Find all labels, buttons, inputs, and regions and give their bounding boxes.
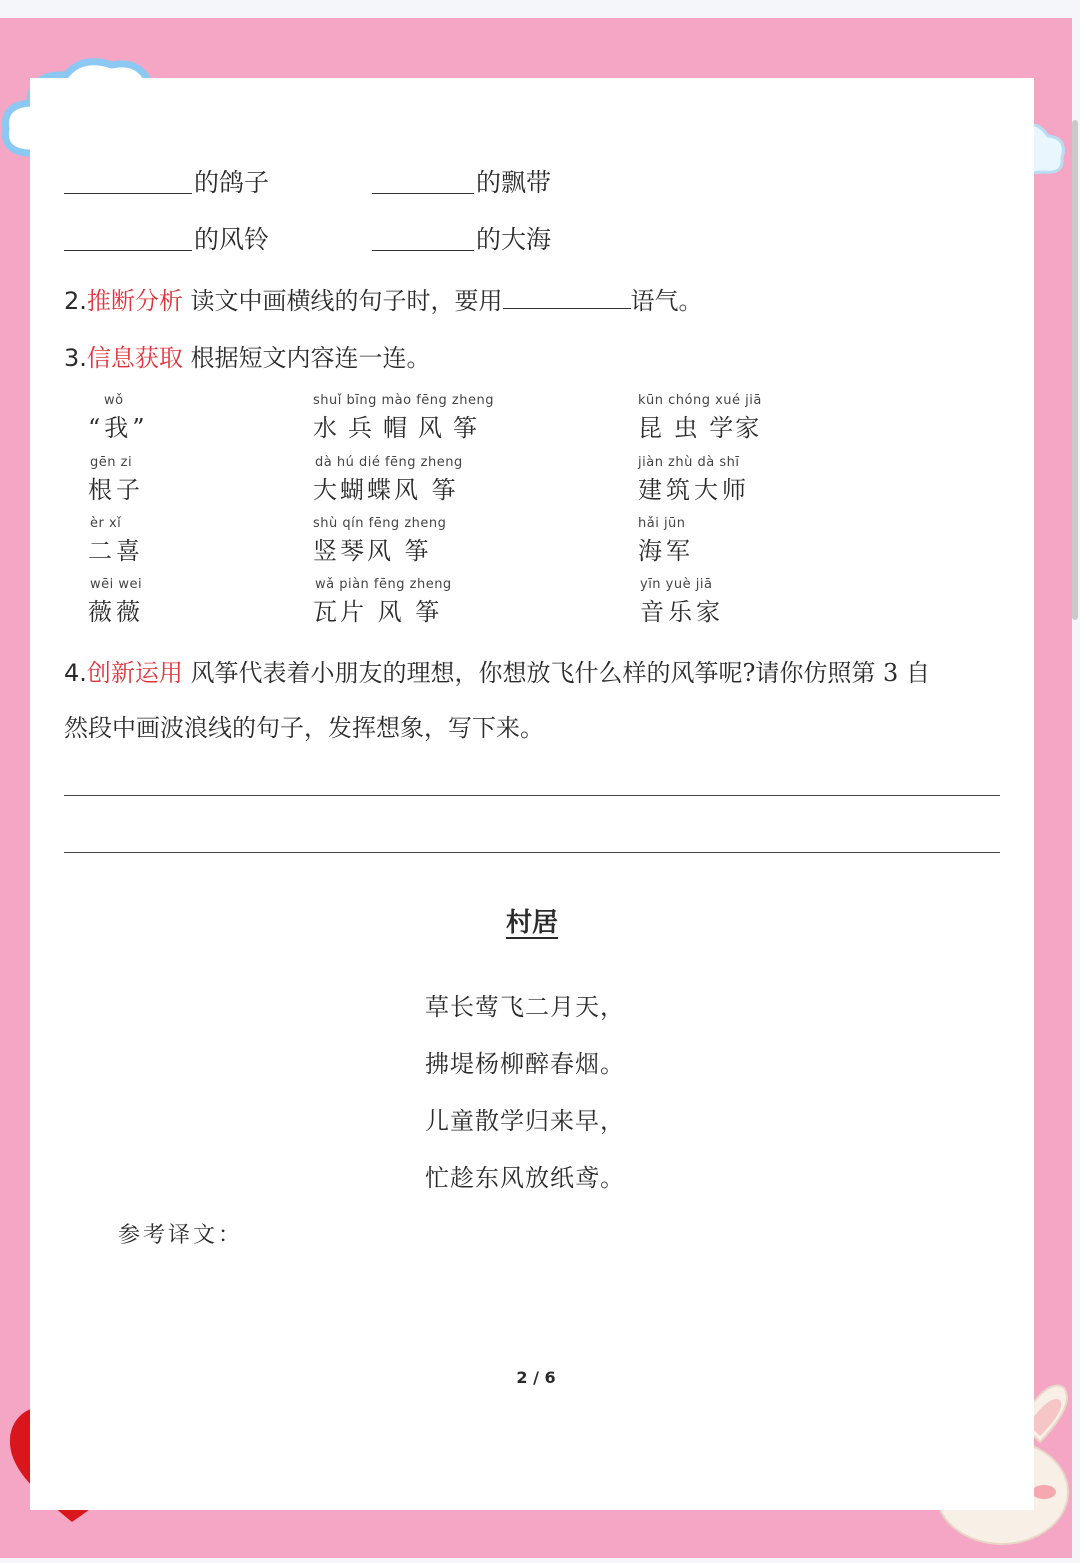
poem-line: 儿童散学归来早，: [425, 1107, 625, 1135]
pinyin: shù qín fēng zheng: [313, 516, 447, 531]
writing-line[interactable]: [64, 795, 1000, 796]
pinyin: kūn chóng xué jiā: [638, 393, 762, 408]
pinyin: gēn zi: [90, 455, 133, 470]
poem-line: 拂堤杨柳醉春烟。: [425, 1050, 625, 1078]
matching-item[interactable]: 海军: [638, 537, 694, 565]
poem-line: 忙趁东风放纸鸢。: [425, 1164, 625, 1192]
question-2: [64, 281, 703, 316]
fill-label: 的风铃: [194, 225, 270, 254]
question-text: 风筝代表着小朋友的理想，你想放飞什么样的风筝呢?请你仿照第 3 自: [190, 659, 930, 687]
matching-item[interactable]: 音乐家: [640, 598, 724, 626]
matching-item[interactable]: 大蝴蝶风 筝: [313, 476, 459, 504]
pinyin: jiàn zhù dà shī: [638, 455, 740, 470]
reference-translation-label: 参考译文：: [118, 1223, 244, 1248]
question-text: 根据短文内容连一连。: [190, 344, 431, 372]
question-number: 2.: [64, 287, 87, 315]
answer-blank[interactable]: [503, 286, 631, 309]
matching-item[interactable]: 昆 虫 学家: [638, 414, 762, 442]
answer-blank[interactable]: [372, 193, 474, 194]
pinyin: hǎi jūn: [638, 516, 686, 531]
pinyin: wǎ piàn fēng zheng: [315, 577, 452, 592]
question-text: 读文中画横线的句子时，要用: [190, 287, 503, 315]
pinyin: shuǐ bīng mào fēng zheng: [313, 393, 494, 408]
question-tag: 创新运用: [86, 659, 183, 687]
question-3: [64, 338, 431, 373]
question-number: 4.: [64, 659, 87, 687]
question-tag: 推断分析: [86, 287, 183, 315]
matching-item[interactable]: 瓦片 风 筝: [313, 598, 443, 626]
fill-label: 的鸽子: [194, 168, 270, 197]
answer-blank[interactable]: [64, 193, 192, 194]
pinyin: èr xǐ: [90, 516, 122, 531]
page-number: 2 / 6: [516, 1368, 556, 1387]
matching-item[interactable]: 竖琴风 筝: [313, 537, 432, 565]
question-tag: 信息获取: [86, 344, 183, 372]
writing-line[interactable]: [64, 852, 1000, 853]
poem-title: 村居: [505, 908, 558, 938]
matching-item[interactable]: “我”: [88, 414, 149, 442]
question-4-continued: 然段中画波浪线的句子，发挥想象，写下来。: [64, 714, 544, 742]
question-number: 3.: [64, 344, 87, 372]
question-4: [64, 653, 930, 688]
matching-item[interactable]: 建筑大师: [638, 476, 750, 504]
pinyin: wēi wei: [90, 577, 143, 592]
question-text: 语气。: [630, 287, 703, 315]
fill-label: 的飘带: [476, 168, 552, 197]
matching-item[interactable]: 薇薇: [88, 598, 144, 626]
fill-label: 的大海: [476, 225, 552, 254]
pinyin: dà hú dié fēng zheng: [315, 455, 463, 470]
matching-item[interactable]: 水兵帽风筝: [313, 414, 488, 442]
matching-item[interactable]: 根子: [88, 476, 144, 504]
answer-blank[interactable]: [64, 250, 192, 251]
matching-item[interactable]: 二喜: [88, 537, 144, 565]
pinyin: yīn yuè jiā: [640, 577, 713, 592]
pinyin: wǒ: [104, 393, 124, 408]
answer-blank[interactable]: [372, 250, 474, 251]
poem-line: 草长莺飞二月天，: [425, 993, 625, 1021]
